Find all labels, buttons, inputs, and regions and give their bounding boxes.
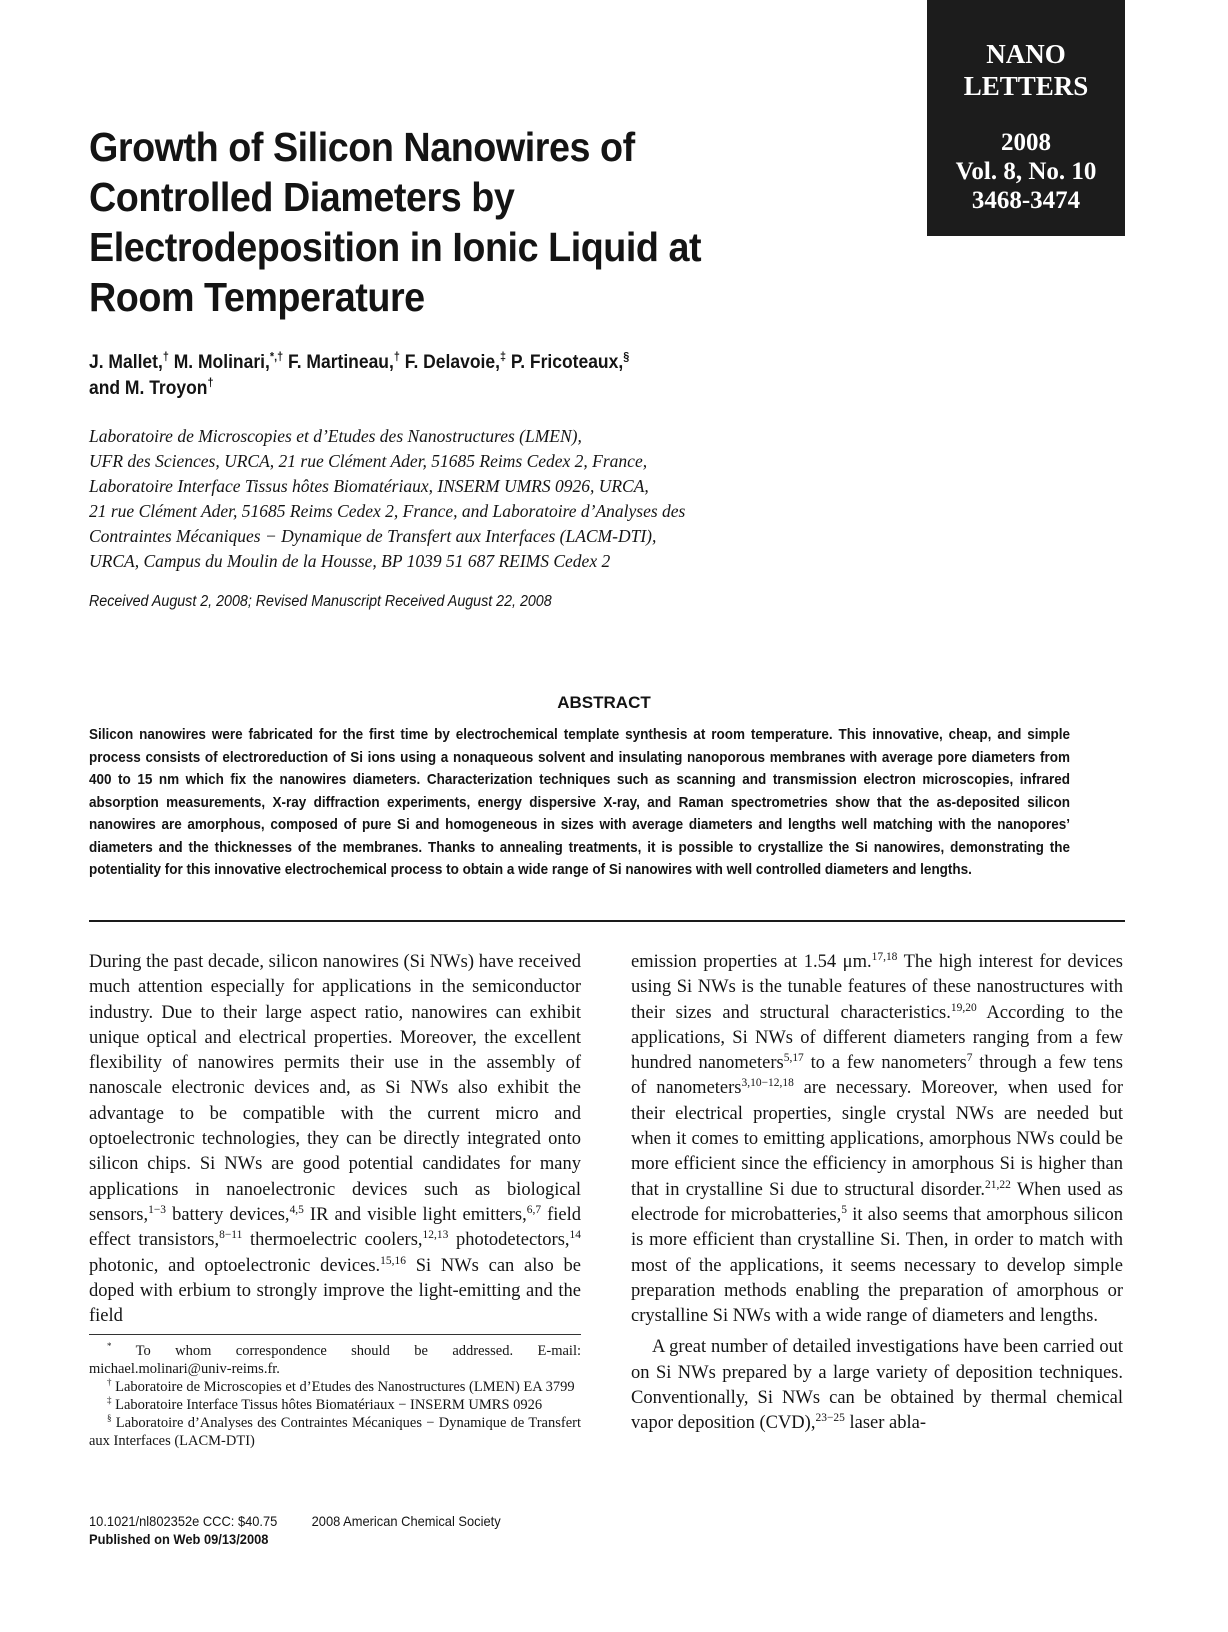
- author-mark: §: [623, 350, 630, 364]
- footnote-text: To whom correspondence should be addressed. E-mail: michael.molinari@univ-reims.fr.: [89, 1343, 581, 1377]
- copyright: 2008 American Chemical Society: [311, 1513, 501, 1529]
- body-text: When used as electrode for microbatteries,: [631, 1179, 1123, 1225]
- body-text: IR and visible light emitters,: [303, 1204, 527, 1225]
- author-list: [89, 350, 825, 402]
- citation-ref: 8−11: [219, 1229, 243, 1242]
- citation-ref: 6,7: [526, 1203, 542, 1216]
- citation-ref: 21,22: [985, 1178, 1011, 1191]
- footnote-mark: *: [107, 1341, 112, 1352]
- title-line: Room Temperature: [89, 274, 425, 320]
- footnote-divider: [89, 1334, 581, 1335]
- body-text: A great number of detailed investigations have been carried out on Si NWs prepared by a large variety of deposition techniques. Conventionally, Si NWs can be obtained by thermal chemical vapor deposition (CVD),: [631, 1337, 1123, 1434]
- affiliation-line: Laboratoire Interface Tissus hôtes Biomatériaux, INSERM UMRS 0926, URCA,: [89, 476, 649, 496]
- body-text: According to the applications, Si NWs of different diameters ranging from a few hundred nanometers: [631, 1002, 1123, 1074]
- footnote-text: Laboratoire de Microscopies et d’Etudes des Nanostructures (LMEN) EA 3799: [111, 1379, 575, 1395]
- journal-volume: Vol. 8, No. 10: [955, 158, 1097, 185]
- citation-ref: 7: [966, 1052, 973, 1065]
- citation-ref: 19,20: [950, 1001, 977, 1014]
- footnote-text: Laboratoire d’Analyses des Contraintes Mécaniques − Dynamique de Transfert aux Interfaces (LACM-DTI): [89, 1415, 581, 1449]
- received-dates: Received August 2, 2008; Revised Manuscript Received August 22, 2008: [89, 593, 552, 610]
- article-title: [89, 122, 770, 322]
- author-mark: *,†: [269, 350, 284, 364]
- citation-ref: 17,18: [871, 950, 898, 963]
- citation-ref: 23−25: [815, 1412, 845, 1425]
- author-mark: ‡: [499, 350, 506, 364]
- publication-info: [89, 1512, 641, 1548]
- footnote-mark: †: [107, 1377, 112, 1388]
- author-name: and M. Troyon: [89, 378, 208, 399]
- citation-ref: 3,10−12,18: [741, 1077, 794, 1090]
- body-column-left: [89, 950, 581, 1329]
- body-text: laser abla-: [844, 1413, 927, 1434]
- author-name: F. Martineau,: [283, 352, 394, 373]
- body-text: thermoelectric coolers,: [242, 1230, 423, 1251]
- body-text: through a few tens of nanometers: [631, 1053, 1123, 1099]
- affiliation-line: 21 rue Clément Ader, 51685 Reims Cedex 2, France, and Laboratoire d’Analyses des: [89, 501, 686, 521]
- body-text: it also seems that amorphous silicon is more efficient than crystalline Si. Then, in order to match with most of the applications, it seems necessary to develop simple preparation methods enabling the preparation of amorphous or crystalline Si NWs with a wide range of diameters and lengths.: [631, 1204, 1124, 1327]
- body-text: to a few nanometers: [803, 1053, 967, 1074]
- author-name: P. Fricoteaux,: [505, 352, 624, 373]
- citation-ref: 15,16: [380, 1254, 406, 1267]
- abstract-text: Silicon nanowires were fabricated for the first time by electrochemical template synthesis at room temperature. This innovative, cheap, and simple process consists of electroreduction of Si ions using a nonaqueous solvent and insulating nanoporous membranes with average pore diameters from 400 to 15 nm which fix the nanowires diameters. Characterization techniques such as scanning and transmission electron microscopies, infrared absorption measurements, X-ray diffraction experiments, energy dispersive X-ray, and Raman spectrometries show that the as-deposited silicon nanowires are amorphous, composed of pure Si and homogeneous in sizes with average diameters and lengths well matching with the nanopores’ diameters and the thicknesses of the membranes. Thanks to annealing treatments, it is possible to crystallize the Si nanowires, demonstrating the potentiality for this innovative electrochemical process to obtain a wide range of Si nanowires with well controlled diameters and lengths.: [89, 726, 1070, 878]
- footnote-mark: §: [107, 1413, 112, 1424]
- journal-name-line1: NANO: [986, 39, 1066, 69]
- journal-pages: 3468-3474: [971, 187, 1081, 214]
- author-line: [89, 350, 825, 376]
- body-text: are necessary. Moreover, when used for their electrical properties, single crystal NWs are needed but when it comes to emitting applications, amorphous NWs could be more efficient since the efficiency in amorphous Si is higher than that in crystalline Si due to structural disorder.: [631, 1078, 1123, 1200]
- citation-ref: 1−3: [148, 1203, 167, 1216]
- affiliations: [89, 424, 849, 574]
- doi-price: 10.1021/nl802352e CCC: $40.75: [89, 1513, 278, 1529]
- affiliation-line: Contraintes Mécaniques − Dynamique de Transfert aux Interfaces (LACM-DTI),: [89, 526, 657, 546]
- journal-year: 2008: [1001, 129, 1051, 156]
- author-name: M. Molinari,: [168, 352, 270, 373]
- title-line: Controlled Diameters by: [89, 174, 515, 220]
- body-paragraph: [631, 950, 1123, 1329]
- citation-ref: 12,13: [422, 1229, 449, 1242]
- body-text: Si NWs can also be doped with erbium to strongly improve the light-emitting and the field: [89, 1255, 581, 1327]
- journal-name-line2: LETTERS: [963, 71, 1089, 101]
- body-text: The high interest for devices using Si NWs is the tunable features of these nanostructures with their sizes and structural characteristics.: [631, 952, 1123, 1023]
- title-line: Growth of Silicon Nanowires of: [89, 124, 635, 170]
- affiliation-line: Laboratoire de Microscopies et d’Etudes des Nanostructures (LMEN),: [89, 426, 582, 446]
- author-name: F. Delavoie,: [399, 352, 500, 373]
- journal-badge: [927, 0, 1125, 236]
- footnote: [89, 1414, 581, 1450]
- body-text: emission properties at 1.54 μm.: [631, 952, 872, 972]
- citation-ref: 4,5: [289, 1203, 304, 1216]
- citation-ref: 14: [569, 1229, 582, 1242]
- body-text: battery devices,: [166, 1204, 290, 1225]
- body-paragraph: [89, 950, 581, 1329]
- affiliation-line: UFR des Sciences, URCA, 21 rue Clément Ader, 51685 Reims Cedex 2, France,: [89, 451, 648, 471]
- body-text: photonic, and optoelectronic devices.: [89, 1255, 381, 1276]
- citation-ref: 5: [841, 1203, 848, 1216]
- affiliation-line: URCA, Campus du Moulin de la Housse, BP 1039 51 687 REIMS Cedex 2: [89, 551, 611, 571]
- body-column-right: [631, 950, 1123, 1437]
- published-date: Published on Web 09/13/2008: [89, 1531, 269, 1547]
- footnotes: [89, 1342, 581, 1450]
- author-mark: †: [162, 350, 169, 364]
- body-paragraph: [631, 1335, 1123, 1436]
- section-divider: [89, 920, 1125, 922]
- footnote-text: Laboratoire Interface Tissus hôtes Biomatériaux − INSERM UMRS 0926: [111, 1397, 543, 1413]
- body-text: field effect transistors,: [89, 1204, 581, 1251]
- citation-ref: 5,17: [783, 1052, 804, 1065]
- footnote: [89, 1396, 581, 1414]
- abstract-heading: ABSTRACT: [557, 693, 651, 712]
- footnote-mark: ‡: [107, 1395, 112, 1406]
- footnote: [89, 1378, 581, 1396]
- author-mark: †: [393, 350, 400, 364]
- footnote: [89, 1342, 581, 1378]
- title-line: Electrodeposition in Ionic Liquid at: [89, 224, 702, 270]
- author-name: J. Mallet,: [89, 352, 163, 373]
- body-text: photodetectors,: [448, 1230, 570, 1251]
- author-mark: †: [207, 376, 214, 390]
- body-text: During the past decade, silicon nanowires (Si NWs) have received much attention especially for applications in the semiconductor industry. Due to their large aspect ratio, nanowires can exhibit unique optical and electrical properties. Moreover, the excellent flexibility of nanowires permits their use in the assembly of nanoscale electronic devices and, as Si NWs also exhibit the advantage to be compatible with the current micro and optoelectronic technologies, they can be directly integrated onto silicon chips. Si NWs are good potential candidates for many applications in nanoelectronic devices such as biological sensors,: [89, 952, 581, 1225]
- author-line: [89, 376, 825, 402]
